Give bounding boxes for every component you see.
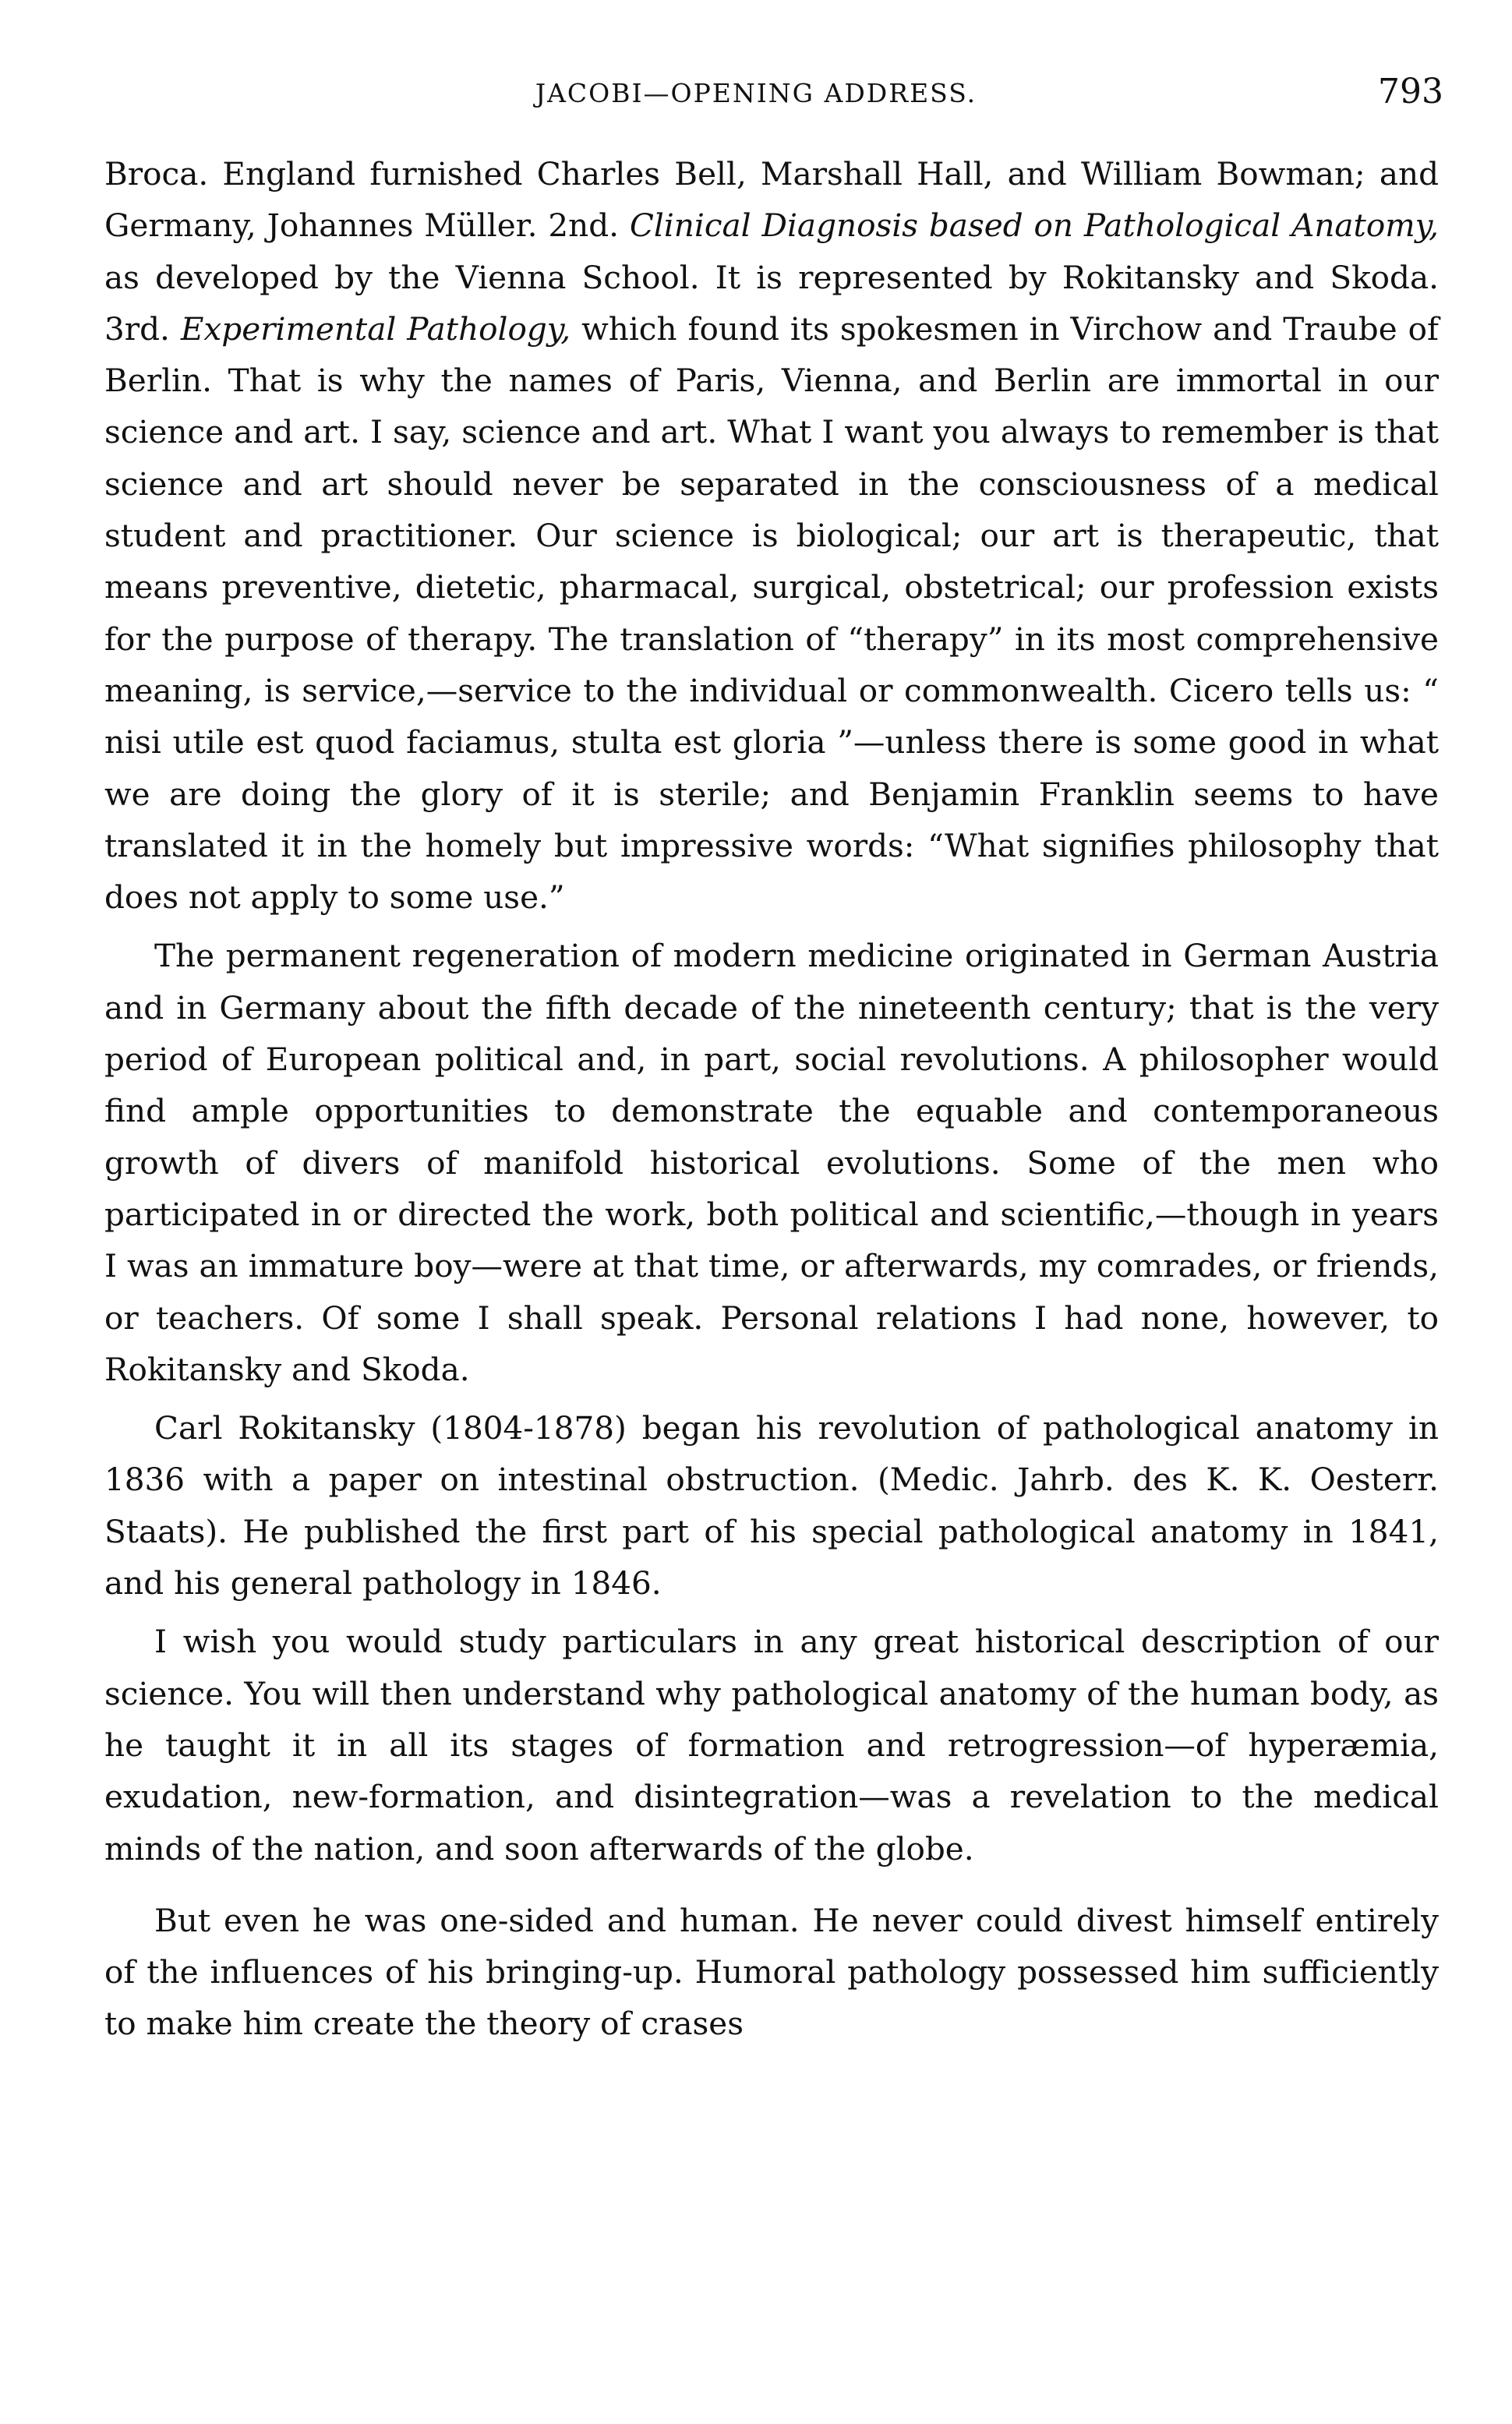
paragraph (104, 1895, 1439, 2050)
paragraph (104, 1402, 1439, 1609)
text-span: The permanent regeneration of modern medicine originated in German Austria and in Germany about the fifth decade of the nineteenth century; that is the very period of European political and, in part, social revolutions. A philosopher would find ample opportunities to demonstrate the equable and contemporaneous growth of divers of manifold historical evolutions. Some of the men who participated in or directed the work, both political and scientific,—though in years I was an immature boy—were at that time, or afterwards, my comrades, or friends, or teachers. Of some I shall speak. Personal relations I had none, however, to Rokitansky and Skoda. (104, 937, 1439, 1388)
italic-span: Experimental Pathology, (180, 309, 571, 348)
text-span: But even he was one-sided and human. He never could divest himself entirely of the influences of his bringing-up. Humoral pathology possessed him sufficiently to make him create the theory of crases (104, 1901, 1439, 2043)
text-span: which found its spokesmen in Virchow and Traube of Berlin. That is why the names of Paris, Vienna, and Berlin are immortal in our science and art. I say, science and art. What I want you always to remember is that science and art should never be separated in the consciousness of a medical student and practitioner. Our science is biological; our art is therapeutic, that means preventive, dietetic, pharmacal, surgical, obstetrical; our profession exists for the purpose of therapy. The translation of “therapy” in its most comprehensive meaning, is service,—service to the individual or commonwealth. Cicero tells us: “ nisi utile est quod faciamus, stulta est gloria ”—unless there is some good in what we are doing the glory of it is sterile; and Benjamin Franklin seems to have translated it in the homely but impressive words: “What signifies philosophy that does not apply to some use.” (104, 309, 1439, 917)
text-span: I wish you would study particulars in any great historical description of our science. You will then understand why pathological anatomy of the human body, as he taught it in all its stages of formation and retrogression—of hyperæmia, exudation, new-formation, and disintegration—was a revelation to the medical minds of the nation, and soon afterwards of the globe. (104, 1623, 1439, 1867)
text-span: Broca. England furnished Charles Bell, Marshall Hall, and William Bowman; and Germany, Johannes Müller. 2nd. (104, 155, 1439, 245)
text-span: as developed by the Vienna School. It is represented by Rokitansky and Skoda. 3rd. (104, 258, 1439, 348)
page-number: 793 (1378, 72, 1443, 111)
body-text (104, 148, 1439, 2050)
paragraph (104, 930, 1439, 1395)
running-head: JACOBI—OPENING ADDRESS. (535, 78, 977, 108)
text-span: Carl Rokitansky (1804-1878) began his revolution of pathological anatomy in 1836 with a paper on intestinal obstruction. (Medic. Jahrb. des K. K. Oesterr. Staats). He published the first part of his special pathological anatomy in 1841, and his general pathology in 1846. (104, 1409, 1439, 1602)
paragraph (104, 148, 1439, 923)
page-header (0, 72, 1512, 126)
italic-span: Clinical Diagnosis based on Pathological Anatomy, (629, 207, 1439, 245)
paragraph (104, 1616, 1439, 1874)
